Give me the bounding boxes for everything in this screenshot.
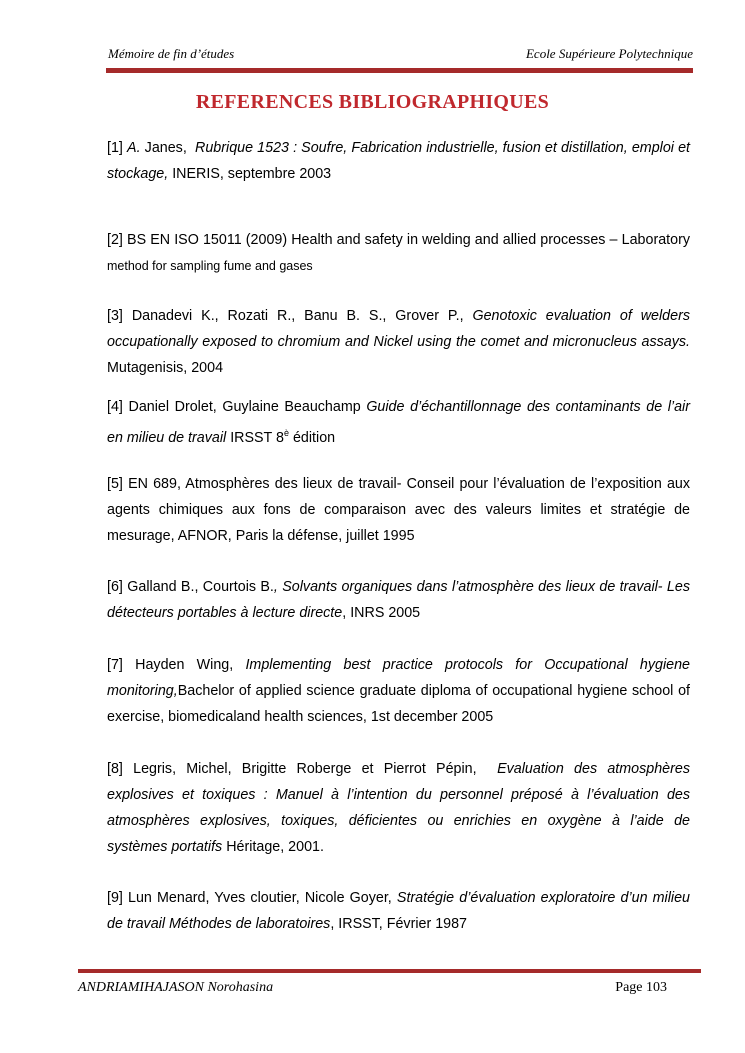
header-rule	[106, 68, 693, 73]
header-right: Ecole Supérieure Polytechnique	[525, 46, 693, 61]
reference-1: [1] A. Janes, Rubrique 1523 : Soufre, Fabrication industrielle, fusion et distillation, emploi et stockage, INERIS, septembre 2003	[107, 140, 690, 182]
reference-9: [9] Lun Menard, Yves cloutier, Nicole Goyer, Stratégie d’évaluation exploratoire d’un milieu de travail Méthodes de laboratoires, IRSST, Février 1987	[107, 890, 690, 932]
reference-2: [2] BS EN ISO 15011 (2009) Health and safety in welding and allied processes – Laboratory method for sampling fume and gases	[107, 232, 690, 273]
reference-7: [7] Hayden Wing, Implementing best practice protocols for Occupational hygiene monitoring,Bachelor of applied science graduate diploma of occupational hygiene school of exercise, biomedicaland health sciences, 1st december 2005	[107, 657, 690, 725]
footer-rule	[78, 969, 701, 973]
reference-8: [8] Legris, Michel, Brigitte Roberge et Pierrot Pépin, Evaluation des atmosphères explosives et toxiques : Manuel à l’intention du personnel préposé à l’évaluation des atmosphères explosives, toxiques, déficientes ou enrichies en oxygène à l’aide de systèmes portatifs Héritage, 2001.	[107, 761, 690, 855]
reference-4: [4] Daniel Drolet, Guylaine Beauchamp Guide d’échantillonnage des contaminants de l’air en milieu de travail IRSST $8^è$ édition	[107, 399, 690, 446]
header-left: Mémoire de fin d’études	[108, 46, 235, 61]
page-title: REFERENCES BIBLIOGRAPHIQUES	[195, 91, 550, 113]
reference-5: [5] EN 689, Atmosphères des lieux de travail- Conseil pour l’évaluation de l’exposition aux agents chimiques aux fons de comparaison avec des valeurs limites et stratégie de mesurage, AFNOR, Paris la défense, juillet 1995	[107, 476, 690, 544]
footer-author: ANDRIAMIHAJASON Norohasina	[78, 980, 274, 995]
reference-3: [3] Danadevi K., Rozati R., Banu B. S., Grover P., Genotoxic evaluation of welders occupationally exposed to chromium and Nickel using the comet and micronucleus assays. Mutagenisis, 2004	[107, 308, 690, 376]
page-number: Page 103	[615, 980, 667, 995]
reference-6: [6] Galland B., Courtois B., Solvants organiques dans l’atmosphère des lieux de travail- Les détecteurs portables à lecture directe, INRS 2005	[107, 579, 690, 621]
